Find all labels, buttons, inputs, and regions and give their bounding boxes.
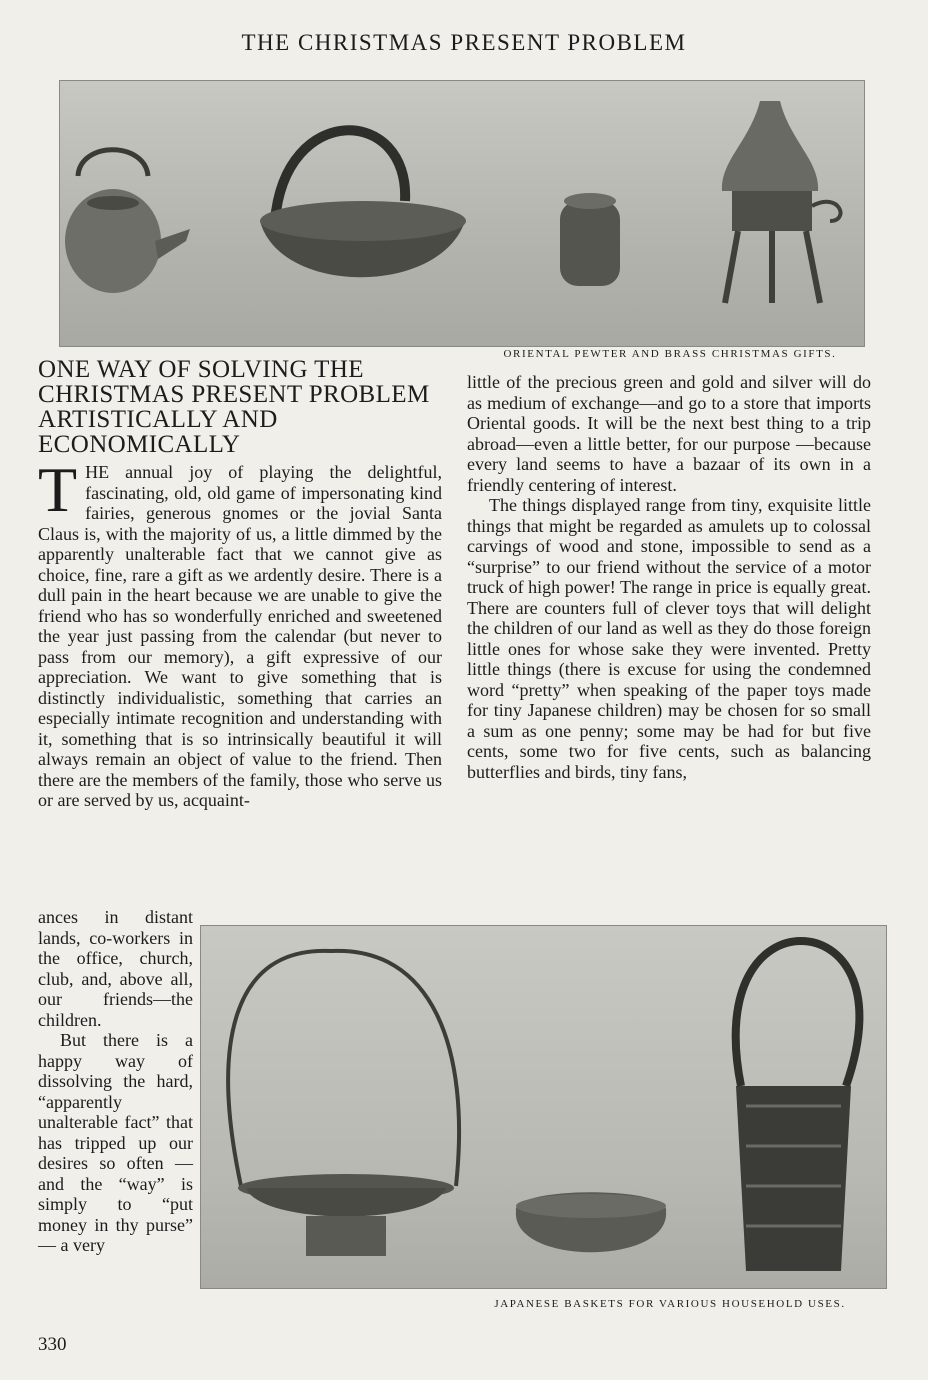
photo-japanese-baskets (200, 925, 887, 1289)
photo-caption-top: ORIENTAL PEWTER AND BRASS CHRISTMAS GIFTS. (503, 348, 837, 360)
wrap-paragraph-2: But there is a happy way of dissolving the hard, “apparently unalterable fact” that has tripped up our desires so often —and the “way” is simply to “put money in thy purse” — a very (38, 1030, 193, 1255)
opening-paragraph-text: HE annual joy of playing the delightful, fascinating, old, old game of impersonating kind fairies, generous gnomes or the jovial Santa Claus is, with the majority of us, a little dimmed by the apparently unalterable fact that we cannot give as choice, fine, rare a gift as we ardently desire. There is a dull pain in the heart because we are unable to give the friend who has so wonderfully enriched and sweetened the year just passing from the calendar (but never to pass from our memory), a gift expressive of our appreciation. We want to give something that is distinctly individualistic, something that carries an especially intimate recognition and understanding with it, something that is so intrinsically beautiful it will always remain an object of value to the friend. Then there are the members of the family, those who serve us or are served by us, acquaint- (38, 462, 442, 810)
handled-bowl-shape (260, 130, 466, 277)
photo-caption-bottom: JAPANESE BASKETS FOR VARIOUS HOUSEHOLD USES. (494, 1298, 846, 1310)
article-headline: ONE WAY OF SOLVING THE CHRISTMAS PRESENT PROBLEM ARTISTICALLY AND ECONOMICALLY (38, 356, 430, 458)
opening-paragraph (38, 454, 442, 811)
incense-burner-shape (722, 101, 841, 303)
small-basket-shape (516, 1192, 666, 1252)
right-column (467, 372, 871, 782)
jar-shape (560, 193, 620, 286)
teapot-shape (65, 150, 190, 293)
hanging-basket-shape (736, 941, 860, 1271)
wrap-paragraph-1: ances in distant lands, co-workers in the office, church, club, and, above all, our friends—the children. (38, 907, 193, 1030)
left-column (38, 454, 442, 811)
drop-cap: T (38, 454, 78, 525)
running-head: THE CHRISTMAS PRESENT PROBLEM (241, 30, 687, 55)
right-paragraph-1: little of the precious green and gold and silver will do as medium of exchange—and go to a store that imports Oriental goods. It will be the next best thing to a trip abroad—even a little better, for our purpose —because every land seems to have a bazaar of its own in a friendly centering of interest. (467, 372, 871, 495)
page-number: 330 (38, 1334, 67, 1355)
wrap-column (38, 907, 193, 1256)
photo-oriental-gifts (59, 80, 865, 347)
right-paragraph-2: The things displayed range from tiny, exquisite little things that might be regarded as amulets up to colossal carvings of wood and stone, impossible to send as a “surprise” to our friend without the service of a motor truck of high power! The range in price is equally great. There are counters full of clever toys that will delight the children of our land as well as they do those foreign little ones for whose sake they were invented. Pretty little things (there is excuse for using the condemned word “pretty” when speaking of the paper toys made for tiny Japanese children) may be chosen for so small a sum as one penny; some may be had for but five cents, some two for five cents, such as balancing butterflies and birds, tiny fans, (467, 495, 871, 782)
tall-handle-basket-shape (228, 951, 459, 1256)
